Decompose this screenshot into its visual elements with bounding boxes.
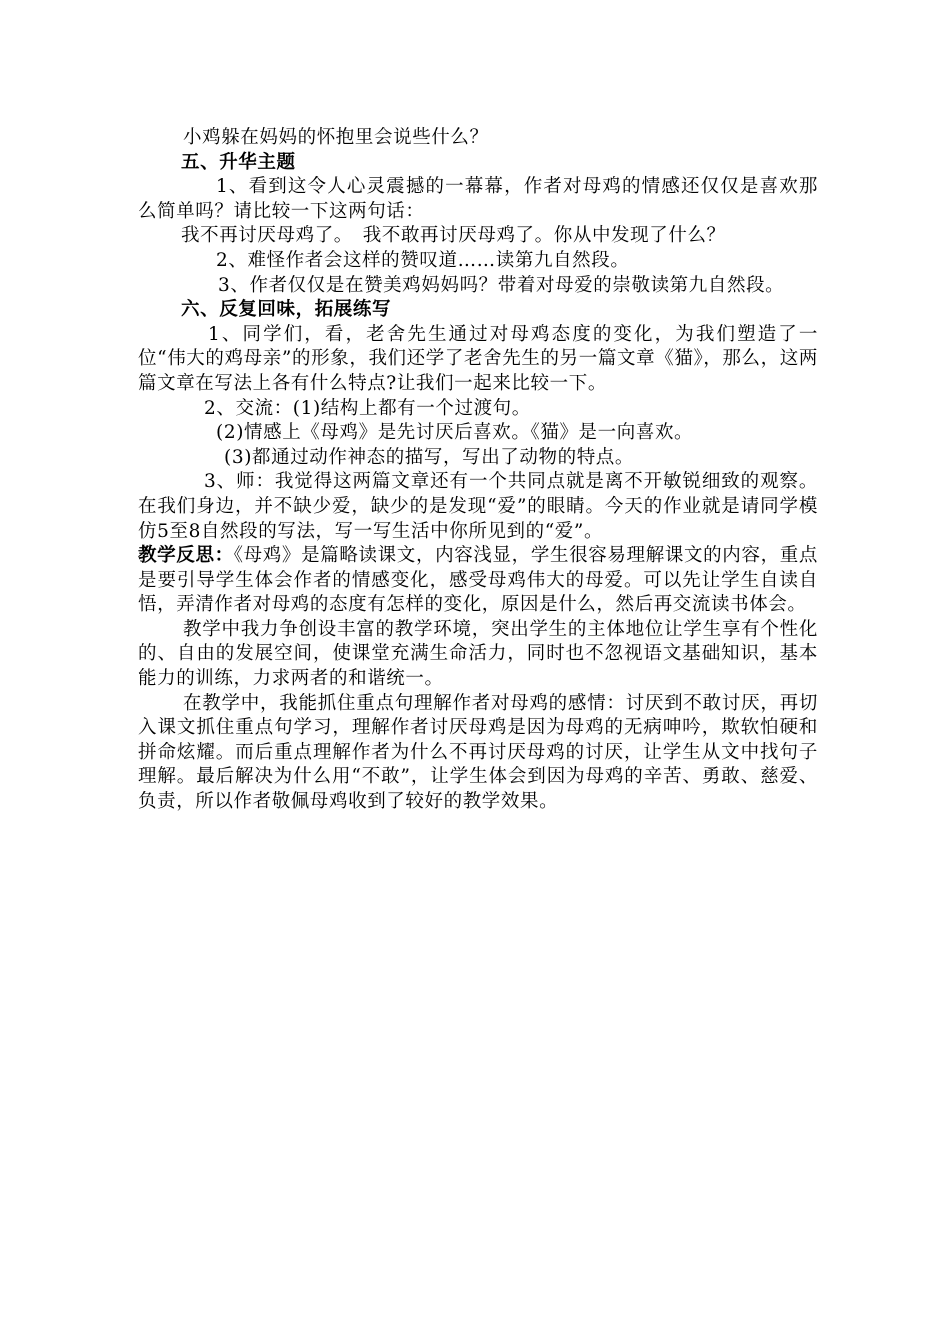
paragraph: 2、难怪作者会这样的赞叹道……读第九自然段。 — [216, 249, 630, 271]
reflection-text: 《母鸡》是篇略读课文，内容浅显，学生很容易理解课文的内容，重点是要引导学生体会作者的情感变化，感受母鸡伟大的母爱。可以先让学生自读自悟，弄清作者对母鸡的态度有怎样的变化，原因是什么，然后再交流读书体会。 — [138, 545, 818, 616]
paragraph: 3、师：我觉得这两篇文章还有一个共同点就是离不开敏锐细致的观察。在我们身边，并不缺少爱，缺少的是发现“爱”的眼睛。今天的作业就是请同学模仿5至8自然段的写法，写一写生活中你所见到的“爱”。 — [138, 471, 818, 542]
paragraph: (2)情感上《母鸡》是先讨厌后喜欢。《猫》是一向喜欢。 — [216, 422, 694, 444]
paragraph: 我不再讨厌母鸡了。 我不敢再讨厌母鸡了。你从中发现了什么？ — [181, 225, 726, 247]
paragraph: 1、看到这令人心灵震撼的一幕幕，作者对母鸡的情感还仅仅是喜欢那么简单吗？请比较一下这两句话： — [138, 176, 818, 222]
section-heading-5: 五、升华主题 — [181, 151, 296, 173]
reflection-paragraph — [138, 544, 818, 618]
document-body — [138, 126, 818, 815]
paragraph: 3、作者仅仅是在赞美鸡妈妈吗？带着对母爱的崇敬读第九自然段。 — [218, 274, 785, 296]
paragraph: 1、同学们，看，老舍先生通过对母鸡态度的变化，为我们塑造了一位“伟大的鸡母亲”的形象，我们还学了老舍先生的另一篇文章《猫》，那么，这两篇文章在写法上各有什么特点?让我们一起来比较一下。 — [138, 323, 818, 394]
reflection-label: 教学反思： — [138, 545, 234, 567]
paragraph: 2、交流：(1)结构上都有一个过渡句。 — [204, 397, 531, 419]
paragraph: 在教学中，我能抓住重点句理解作者对母鸡的感情：讨厌到不敢讨厌，再切入课文抓住重点句学习，理解作者讨厌母鸡是因为母鸡的无病呻吟，欺软怕硬和拼命炫耀。而后重点理解作者为什么不再讨厌母鸡的讨厌，让学生从文中找句子理解。最后解决为什么用“不敢”，让学生体会到因为母鸡的辛苦、勇敢、慈爱、负责，所以作者敬佩母鸡收到了较好的教学效果。 — [138, 692, 818, 813]
paragraph: 教学中我力争创设丰富的教学环境，突出学生的主体地位让学生享有个性化的、自由的发展空间，使课堂充满生命活力，同时也不忽视语文基础知识，基本能力的训练，力求两者的和谐统一。 — [138, 618, 818, 690]
paragraph: (3)都通过动作神态的描写，写出了动物的特点。 — [224, 446, 635, 468]
paragraph: 小鸡躲在妈妈的怀抱里会说些什么？ — [183, 127, 489, 148]
section-heading-6: 六、反复回味，拓展练写 — [181, 299, 392, 321]
